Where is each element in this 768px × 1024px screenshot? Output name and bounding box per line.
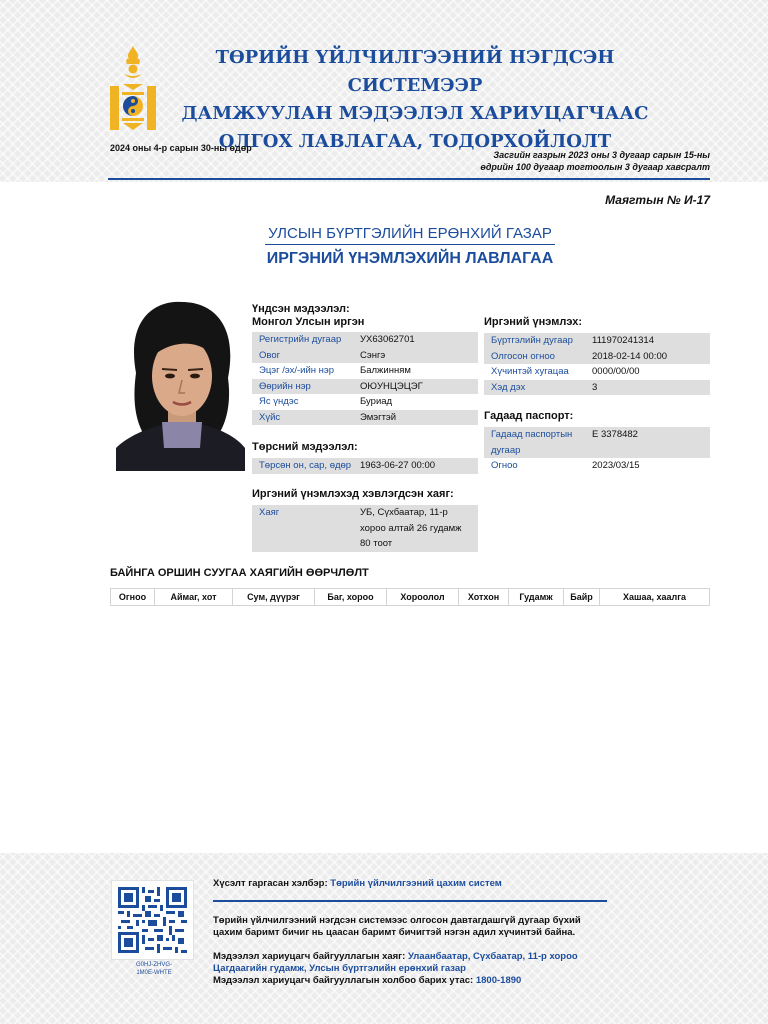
footer-divider — [213, 900, 607, 902]
passport-label-line: дугаар — [491, 444, 521, 456]
passport-heading: Гадаад паспорт: — [484, 410, 574, 422]
field-label: Яс үндэс — [259, 396, 299, 407]
address-heading: Иргэний үнэмлэхэд хэвлэгдсэн хаяг: — [252, 488, 454, 500]
field-label: Хүйс — [259, 411, 281, 423]
id-card-row — [484, 380, 710, 396]
basic-info-row — [252, 394, 478, 410]
column-header: Баг, хороо — [315, 589, 387, 606]
org-address-value: Улаанбаатар, Сүхбаатар, 11-р хороо — [407, 951, 578, 962]
column-header: Байр — [564, 589, 600, 606]
field-label: Хаяг — [259, 507, 280, 518]
field-label: Регистрийн дугаар — [259, 334, 342, 345]
notice-line: Төрийн үйлчилгээний нэгдсэн системээс олгосон давтагдашгүй дугаар бүхий — [213, 915, 581, 926]
qr-code-line: 1M0E-WHTE — [136, 970, 172, 976]
id-card-heading: Иргэний үнэмлэх: — [484, 316, 583, 328]
basic-info-section — [252, 303, 364, 329]
citizen-photo — [116, 298, 245, 471]
field-label: Овог — [259, 349, 281, 361]
field-value: 0000/00/00 — [592, 366, 640, 377]
org-phone-value: 1800-1890 — [475, 975, 522, 986]
field-value: Сэнгэ — [360, 349, 386, 361]
form-number: Маягтын № И-17 — [605, 193, 710, 207]
soyombo-emblem-icon — [108, 44, 158, 132]
basic-info-row — [252, 348, 478, 364]
basic-info-heading: Үндсэн мэдээлэл: — [252, 303, 350, 315]
residence-history-title: БАЙНГА ОРШИН СУУГАА ХАЯГИЙН ӨӨРЧЛӨЛТ — [110, 567, 369, 579]
column-header: Гудамж — [509, 589, 564, 606]
passport-table — [484, 427, 710, 474]
requester-value: Төрийн үйлчилгээний цахим систем — [330, 878, 502, 889]
birth-info-row — [252, 458, 478, 474]
id-card-row — [484, 349, 710, 365]
address-table — [252, 505, 478, 552]
field-label: Хэд дэх — [491, 381, 526, 393]
field-value: 111970241314 — [592, 335, 654, 346]
service-title-line: ТӨРИЙН ҮЙЛЧИЛГЭЭНИЙ НЭГДСЭН СИСТЕМЭЭР — [215, 47, 615, 96]
field-value: 3 — [592, 381, 598, 393]
passport-row — [484, 458, 710, 474]
decree-line: Засгийн газрын 2023 оны 3 дугаар сарын 15-ны — [493, 150, 710, 160]
basic-info-subheading: Монгол Улсын иргэн — [252, 316, 365, 328]
qr-verification-code — [124, 961, 184, 977]
basic-info-row — [252, 363, 478, 379]
field-label: Огноо — [491, 460, 518, 471]
service-title-line: ДАМЖУУЛАН МЭДЭЭЛЭЛ ХАРИУЦАГЧААС — [181, 103, 649, 124]
basic-info-row — [252, 332, 478, 348]
requester-label: Хүсэлт гаргасан хэлбэр: — [213, 878, 328, 889]
decree-line: өдрийн 100 дугаар тогтоолын 3 дугаар хавсралт — [480, 162, 710, 172]
org-address-line-2 — [213, 963, 466, 975]
field-label — [484, 427, 590, 458]
field-label: Өөрийн нэр — [259, 380, 311, 392]
field-value: Балжинням — [360, 365, 411, 376]
birth-info-table — [252, 458, 478, 474]
column-header: Огноо — [111, 589, 155, 606]
column-header: Хотхон — [459, 589, 509, 606]
field-value: ОЮУНЦЭЦЭГ — [360, 380, 423, 392]
header-divider — [108, 178, 710, 180]
birth-info-heading: Төрсний мэдээлэл: — [252, 441, 358, 453]
basic-info-table — [252, 332, 478, 425]
address-line: УБ, Сүхбаатар, 11-р — [360, 507, 448, 518]
decree-reference — [430, 149, 710, 173]
address-line: хороо алтай 26 гудамж — [360, 522, 462, 534]
field-value: Эмэгтэй — [360, 411, 397, 423]
org-address-label: Мэдээлэл хариуцагч байгууллагын хаяг: — [213, 951, 406, 962]
passport-row — [484, 427, 710, 458]
validity-notice — [213, 915, 581, 939]
column-header: Аймаг, хот — [155, 589, 233, 606]
table-header-row — [111, 589, 710, 606]
basic-info-row — [252, 410, 478, 426]
field-value: 2023/03/15 — [592, 460, 640, 471]
org-phone-line — [213, 975, 521, 987]
field-label: Төрсөн он, сар, өдөр — [259, 460, 352, 471]
address-row — [252, 505, 478, 552]
org-address-line — [213, 951, 578, 963]
qr-code-icon — [111, 880, 194, 960]
document-title: ИРГЭНИЙ ҮНЭМЛЭХИЙН ЛАВЛАГАА — [266, 250, 554, 267]
residence-history-table — [110, 588, 710, 606]
notice-line: цахим баримт бичиг нь цаасан баримт бичигтэй нэгэн адил хүчинтэй байна. — [213, 927, 576, 938]
issue-date: 2024 оны 4-р сарын 30-ны өдөр — [110, 143, 252, 153]
column-header: Хашаа, хаалга — [600, 589, 710, 606]
id-card-table — [484, 333, 710, 395]
field-value — [358, 505, 478, 552]
id-card-row — [484, 364, 710, 380]
field-value: УХ63062701 — [360, 334, 415, 345]
id-card-row — [484, 333, 710, 349]
column-header: Хороолол — [387, 589, 459, 606]
org-phone-label: Мэдээлэл хариуцагч байгууллагын холбоо барих утас: — [213, 975, 474, 986]
field-label: Бүртгэлийн дугаар — [491, 335, 573, 346]
org-address-value: Цагдаагийн гудамж, Улсын бүртгэлийн ерөнхий газар — [213, 963, 466, 974]
basic-info-row — [252, 379, 478, 395]
field-value: Буриад — [360, 396, 393, 407]
field-label: Эцэг /эх/-ийн нэр — [259, 365, 335, 376]
address-line: 80 тоот — [360, 538, 393, 549]
field-value: Е 3378482 — [592, 429, 638, 440]
service-title — [160, 44, 670, 156]
qr-code-line: G0HJ-ZHVG- — [136, 962, 172, 968]
field-value: 2018-02-14 00:00 — [592, 350, 668, 362]
column-header: Сум, дүүрэг — [233, 589, 315, 606]
passport-label-line: Гадаад паспортын — [491, 429, 573, 440]
field-label: Олгосон огноо — [491, 350, 555, 362]
field-label: Хүчинтэй хугацаа — [491, 366, 569, 377]
service-title-line: ОЛГОХ ЛАВЛАГАА, ТОДОРХОЙЛОЛТ — [218, 131, 612, 152]
requester-line — [213, 878, 502, 890]
agency-name: УЛСЫН БҮРТГЭЛИЙН ЕРӨНХИЙ ГАЗАР — [265, 225, 555, 245]
field-value: 1963-06-27 00:00 — [360, 460, 436, 471]
